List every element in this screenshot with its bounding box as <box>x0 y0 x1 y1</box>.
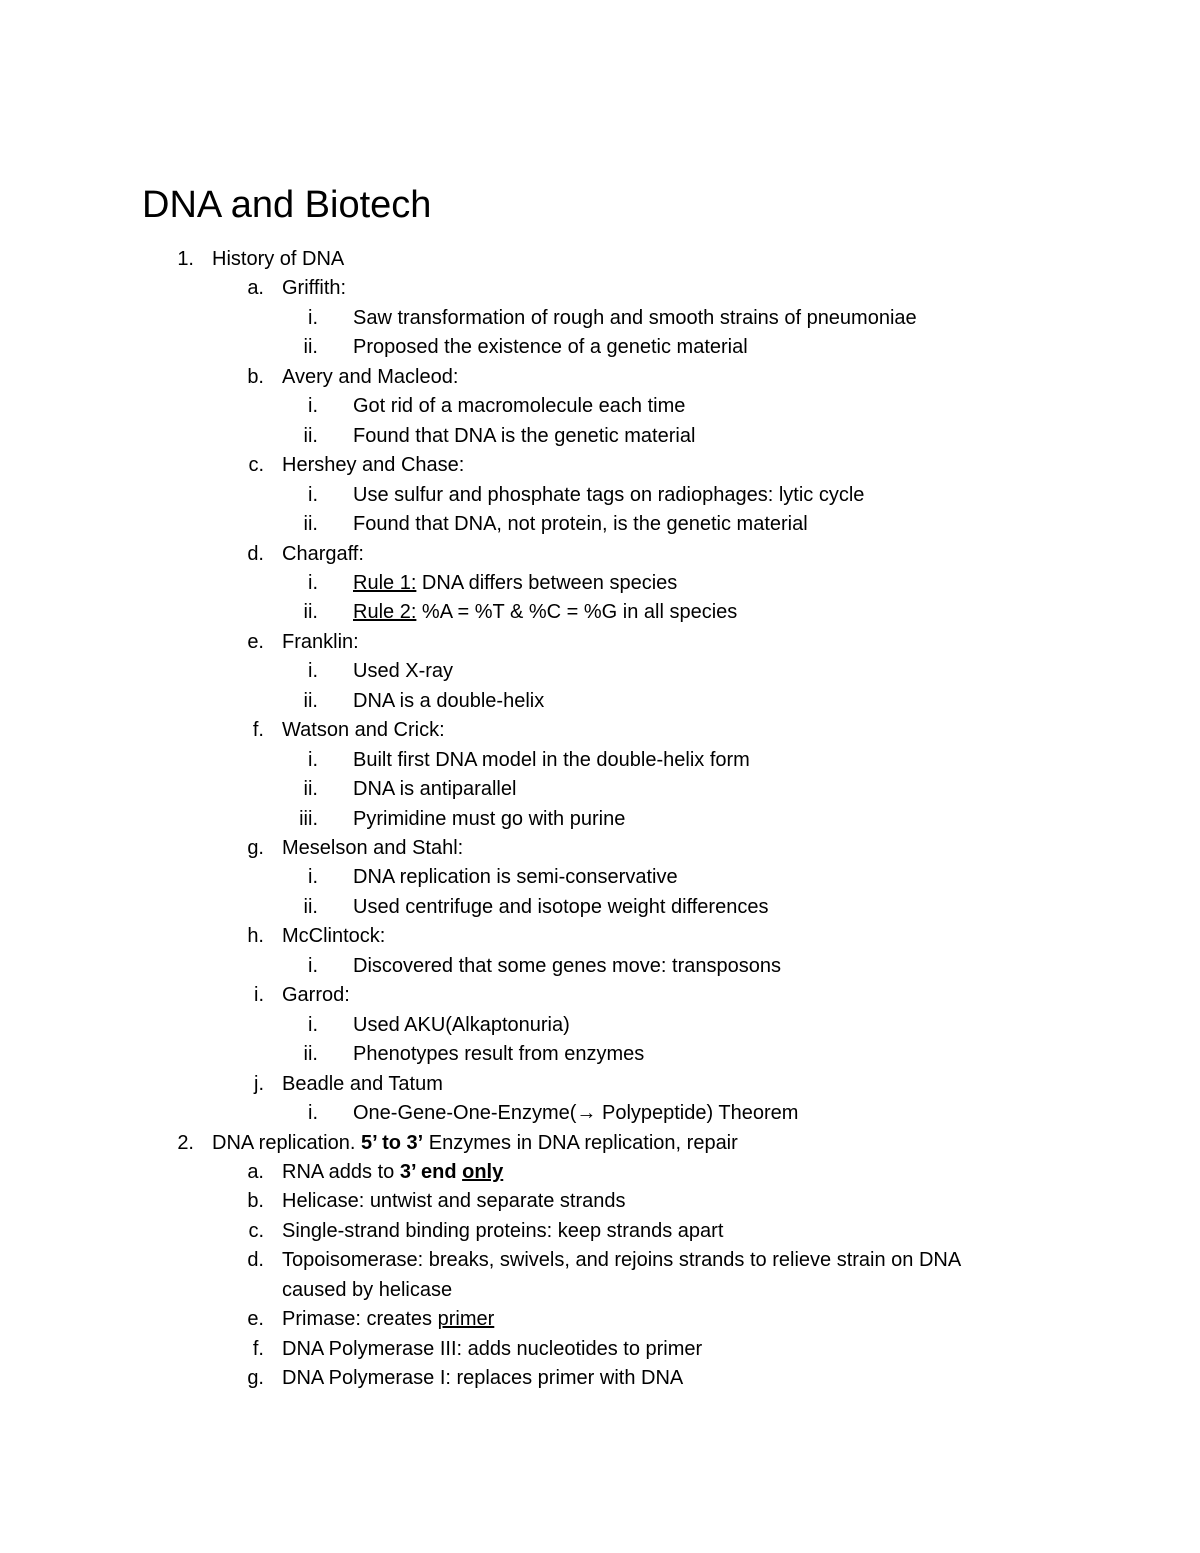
text-run: Topoisomerase: breaks, swivels, and rejoins strands to relieve strain on DNA <box>282 1249 962 1272</box>
text-run: DNA differs between species <box>416 572 678 594</box>
list-item-text <box>282 1305 494 1335</box>
list-item-text <box>282 363 458 393</box>
list-item-text <box>282 922 385 952</box>
list-item-text <box>212 1129 738 1159</box>
text-run: Helicase: untwist and separate strands <box>282 1190 626 1213</box>
text-run: RNA adds to <box>282 1160 400 1183</box>
list-item-text <box>282 1276 452 1306</box>
text-run: Griffith: <box>282 277 347 300</box>
text-run: primer <box>437 1308 495 1331</box>
list-marker: b. <box>247 365 264 388</box>
text-run: History of DNA <box>212 248 345 270</box>
list-item-text <box>353 952 781 982</box>
list-item-text <box>353 422 695 452</box>
text-run: Got rid of a macromolecule each time <box>353 395 686 418</box>
text-run: Rule 1: <box>353 572 417 594</box>
text-run: Used X-ray <box>353 660 454 683</box>
list-item-text <box>353 598 737 628</box>
list-marker: 2. <box>177 1131 194 1154</box>
text-run: Watson and Crick: <box>282 719 445 742</box>
list-marker: i. <box>308 483 318 506</box>
list-item-text <box>212 245 344 275</box>
text-run: %A = %T & %C = %G in all species <box>416 601 738 624</box>
list-marker: g. <box>247 837 264 859</box>
text-run: 5’ to 3’ <box>360 1131 424 1154</box>
text-run: only <box>462 1160 504 1183</box>
list-item-text <box>282 834 463 864</box>
list-marker: c. <box>248 1219 264 1242</box>
text-run: Pyrimidine must go with purine <box>353 807 626 830</box>
text-run: Discovered that some genes move: transposons <box>353 954 781 977</box>
text-run: Proposed the existence of a genetic material <box>353 336 748 359</box>
text-run: Beadle and Tatum <box>282 1072 443 1095</box>
list-marker: i. <box>308 660 318 683</box>
text-run: DNA Polymerase I: replaces primer with DNA <box>282 1367 684 1390</box>
list-item-text <box>353 510 808 540</box>
list-marker: h. <box>247 925 264 948</box>
text-run: DNA is antiparallel <box>353 778 517 801</box>
list-item-text <box>353 304 917 334</box>
list-item-text <box>282 451 464 481</box>
list-marker: f. <box>252 719 264 742</box>
list-marker: a. <box>247 277 264 300</box>
list-item-text <box>353 863 678 893</box>
list-marker: e. <box>247 630 264 653</box>
text-run: DNA replication is semi-conservative <box>353 866 678 889</box>
list-marker: ii. <box>303 601 318 624</box>
text-run: DNA is a double-helix <box>353 689 545 712</box>
list-marker: i. <box>308 1102 318 1124</box>
text-run: DNA replication. <box>212 1131 361 1154</box>
list-marker: ii. <box>303 895 318 918</box>
text-run: Chargaff: <box>282 542 364 565</box>
text-run: One-Gene-One-Enzyme(→ Polypeptide) Theorem <box>353 1102 799 1124</box>
list-item-text <box>353 746 750 776</box>
text-run: Hershey and Chase: <box>282 454 465 477</box>
text-run: Single-strand binding proteins: keep strands apart <box>282 1219 724 1242</box>
list-item-text <box>282 540 364 570</box>
list-item-text <box>353 687 544 717</box>
list-item-text <box>353 481 864 511</box>
list-marker: e. <box>247 1308 264 1331</box>
text-run: 3’ end <box>399 1160 457 1183</box>
list-item-text <box>353 805 625 835</box>
list-item-text <box>353 392 685 422</box>
list-item-text <box>353 1011 570 1041</box>
list-item-text <box>353 1099 798 1129</box>
list-marker: j. <box>254 1072 264 1095</box>
text-run: Enzymes in DNA replication, repair <box>423 1131 738 1154</box>
list-marker: c. <box>248 454 264 477</box>
text-run: Used AKU(Alkaptonuria) <box>353 1013 570 1036</box>
list-item-text <box>353 333 748 363</box>
list-marker: ii. <box>303 778 318 801</box>
list-item-text <box>353 657 453 687</box>
list-marker: g. <box>247 1367 264 1390</box>
list-marker: d. <box>247 542 264 565</box>
list-marker: ii. <box>303 513 318 536</box>
list-marker: f. <box>252 1337 264 1360</box>
list-marker: ii. <box>303 424 318 447</box>
list-marker: iii. <box>299 807 318 830</box>
list-marker: i. <box>308 395 318 418</box>
list-item-text <box>282 1217 723 1247</box>
list-marker: i. <box>308 306 318 329</box>
list-item-text <box>282 1070 443 1100</box>
list-marker: i. <box>254 984 264 1007</box>
list-item-text <box>353 893 768 923</box>
text-run: Found that DNA, not protein, is the genetic material <box>353 513 808 536</box>
text-run: Garrod: <box>282 984 350 1007</box>
list-item-text <box>282 628 359 658</box>
list-marker: i. <box>308 748 318 771</box>
text-run: Found that DNA is the genetic material <box>353 424 696 447</box>
list-marker: a. <box>247 1160 264 1183</box>
list-marker: ii. <box>303 1043 318 1066</box>
text-run: McClintock: <box>282 925 386 948</box>
document-title: DNA and Biotech <box>142 184 432 226</box>
list-item-text <box>282 1335 702 1365</box>
list-marker: ii. <box>303 336 318 359</box>
text-run: Used centrifuge and isotope weight differences <box>353 895 769 918</box>
list-marker: i. <box>308 954 318 977</box>
text-run: Built first DNA model in the double-helix form <box>353 748 750 771</box>
list-item-text <box>353 775 516 805</box>
text-run: Saw transformation of rough and smooth strains of pneumoniae <box>353 306 917 329</box>
list-marker: b. <box>247 1190 264 1213</box>
list-item-text <box>282 1246 961 1276</box>
text-run: Primase: creates <box>282 1308 438 1331</box>
text-run: caused by helicase <box>282 1278 453 1301</box>
list-marker: ii. <box>303 689 318 712</box>
text-run: Meselson and Stahl: <box>282 837 464 859</box>
text-run: Avery and Macleod: <box>282 365 459 388</box>
text-run: Rule 2: <box>353 601 417 624</box>
list-item-text <box>282 274 346 304</box>
text-run: Franklin: <box>282 630 359 653</box>
text-run: Use sulfur and phosphate tags on radiophages: lytic cycle <box>353 483 865 506</box>
list-marker: 1. <box>177 248 194 270</box>
list-item-text <box>282 716 445 746</box>
list-marker: i. <box>308 1013 318 1036</box>
list-item-text <box>282 1364 683 1394</box>
list-item-text <box>282 981 350 1011</box>
list-item-text <box>282 1158 503 1188</box>
list-item-text <box>353 1040 644 1070</box>
text-run: Phenotypes result from enzymes <box>353 1043 645 1066</box>
list-item-text <box>282 1187 626 1217</box>
list-marker: d. <box>247 1249 264 1272</box>
list-item-text <box>353 569 677 599</box>
list-marker: i. <box>308 866 318 889</box>
text-run: DNA Polymerase III: adds nucleotides to primer <box>282 1337 703 1360</box>
list-marker: i. <box>308 572 318 594</box>
